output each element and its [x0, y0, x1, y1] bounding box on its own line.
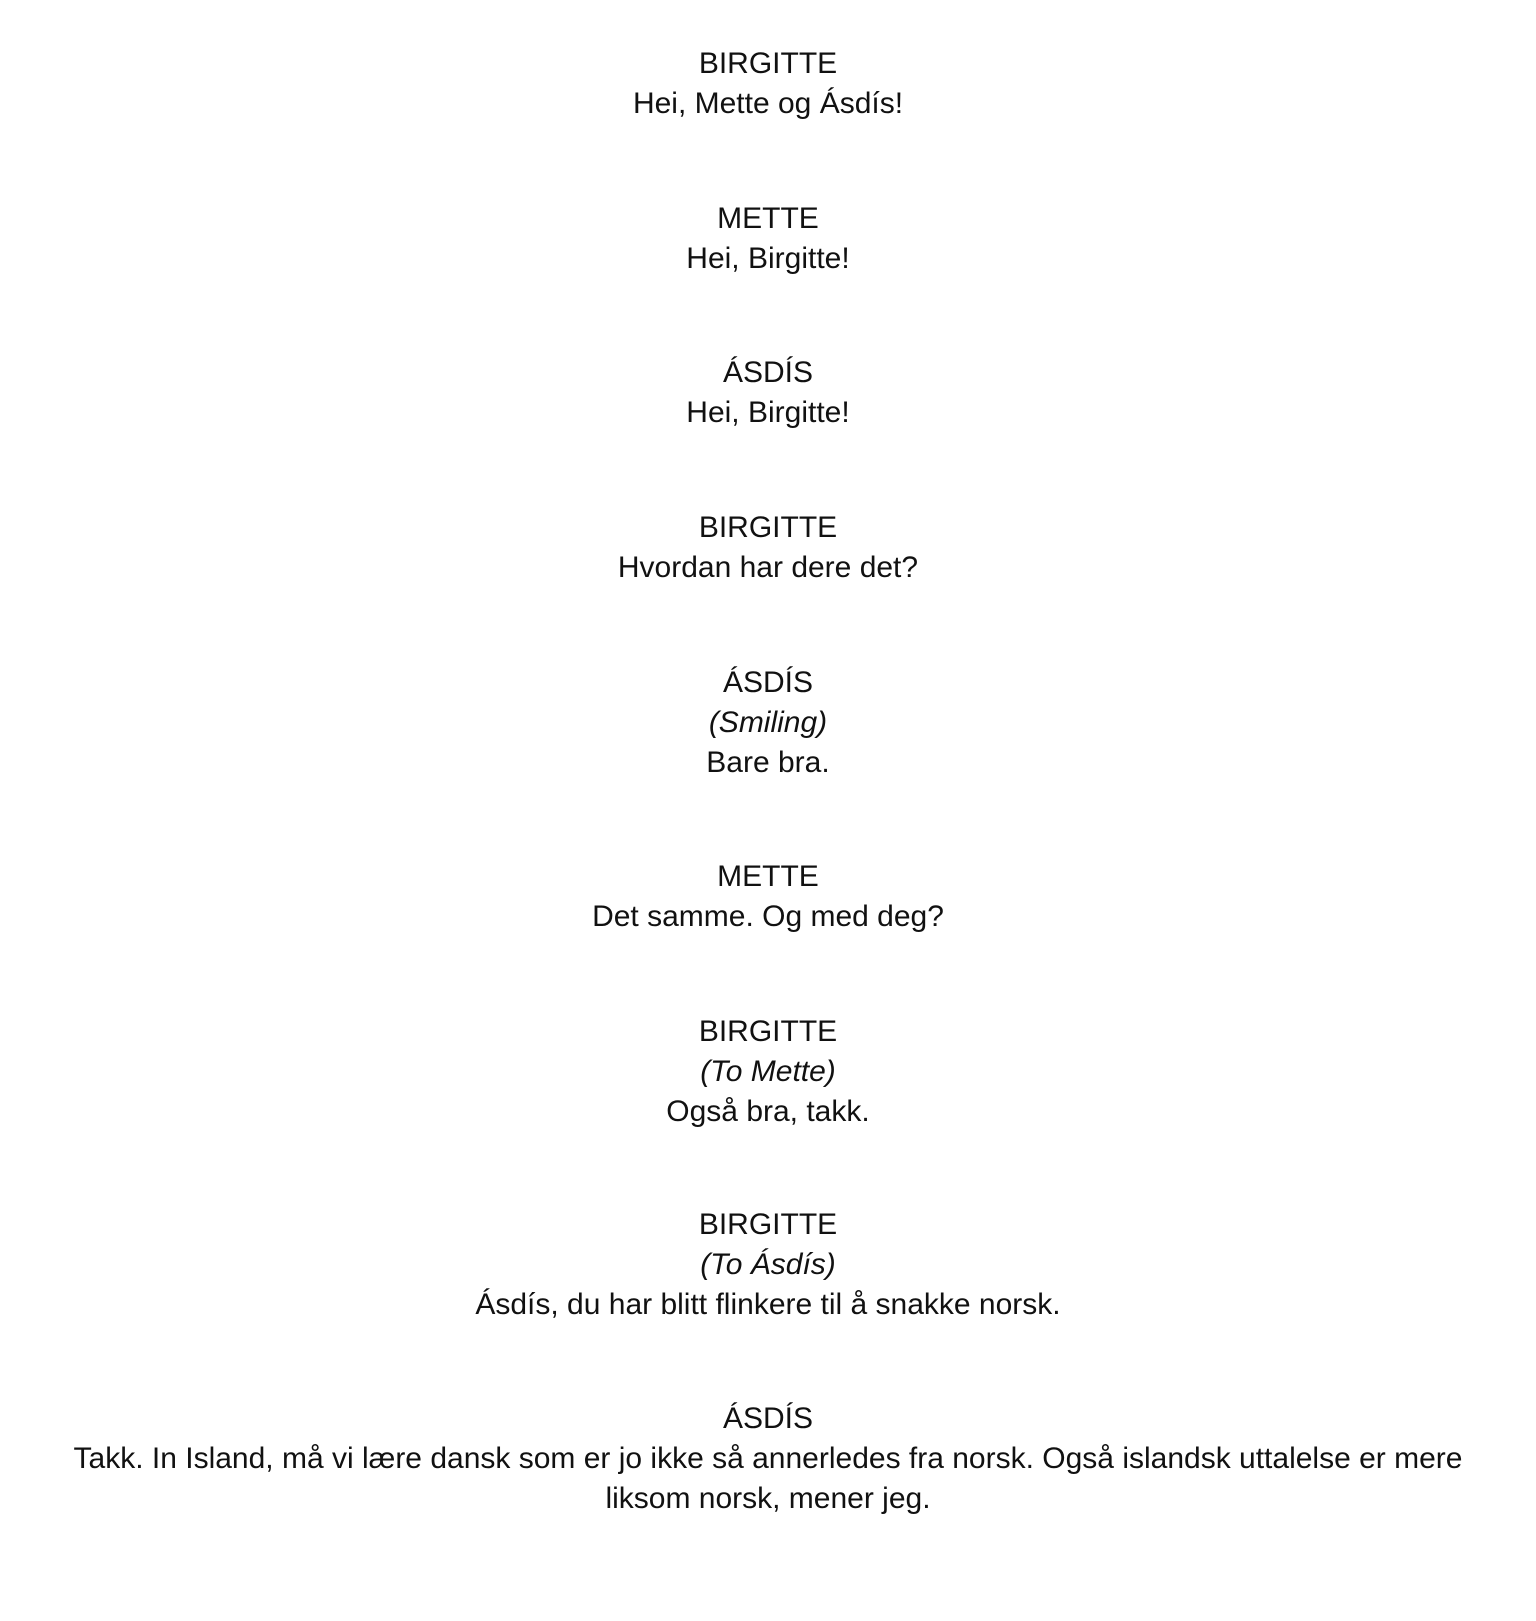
dialogue-block: [20, 44, 1516, 124]
dialogue-line: Hvordan har dere det?: [617, 551, 919, 584]
dialogue-block: [20, 508, 1516, 588]
dialogue-line: Også bra, takk.: [666, 1095, 870, 1128]
dialogue-line: Ásdís, du har blitt flinkere til å snakke norsk.: [475, 1288, 1061, 1321]
dialogue-line: Hei, Birgitte!: [686, 396, 850, 429]
character-name: BIRGITTE: [698, 47, 838, 80]
dialogue-line: Det samme. Og med deg?: [592, 900, 944, 933]
character-name: METTE: [717, 202, 819, 235]
dialogue-line: Hei, Birgitte!: [686, 242, 850, 275]
parenthetical: (To Ásdís): [700, 1248, 836, 1281]
dialogue-block: [20, 1399, 1516, 1519]
character-name: METTE: [717, 860, 819, 893]
dialogue-line: Takk. In Island, må vi lære dansk som er jo ikke så annerledes fra norsk. Også islandsk uttalelse er mere: [73, 1442, 1463, 1475]
character-name: ÁSDÍS: [722, 666, 814, 699]
character-name: BIRGITTE: [698, 1015, 838, 1048]
dialogue-block: [20, 1205, 1516, 1325]
character-name: BIRGITTE: [698, 1208, 838, 1241]
character-name: BIRGITTE: [698, 511, 838, 544]
dialogue-block: [20, 199, 1516, 279]
character-name: ÁSDÍS: [722, 356, 814, 389]
dialogue-block: [20, 663, 1516, 783]
dialogue-block: [20, 353, 1516, 433]
parenthetical: (To Mette): [700, 1055, 836, 1088]
dialogue-line: Bare bra.: [706, 746, 830, 779]
parenthetical: (Smiling): [708, 706, 828, 739]
character-name: ÁSDÍS: [722, 1402, 814, 1435]
dialogue-line: Hei, Mette og Ásdís!: [632, 87, 904, 120]
dialogue-block: [20, 1012, 1516, 1132]
dialogue-line: liksom norsk, mener jeg.: [605, 1482, 931, 1515]
dialogue-block: [20, 857, 1516, 937]
